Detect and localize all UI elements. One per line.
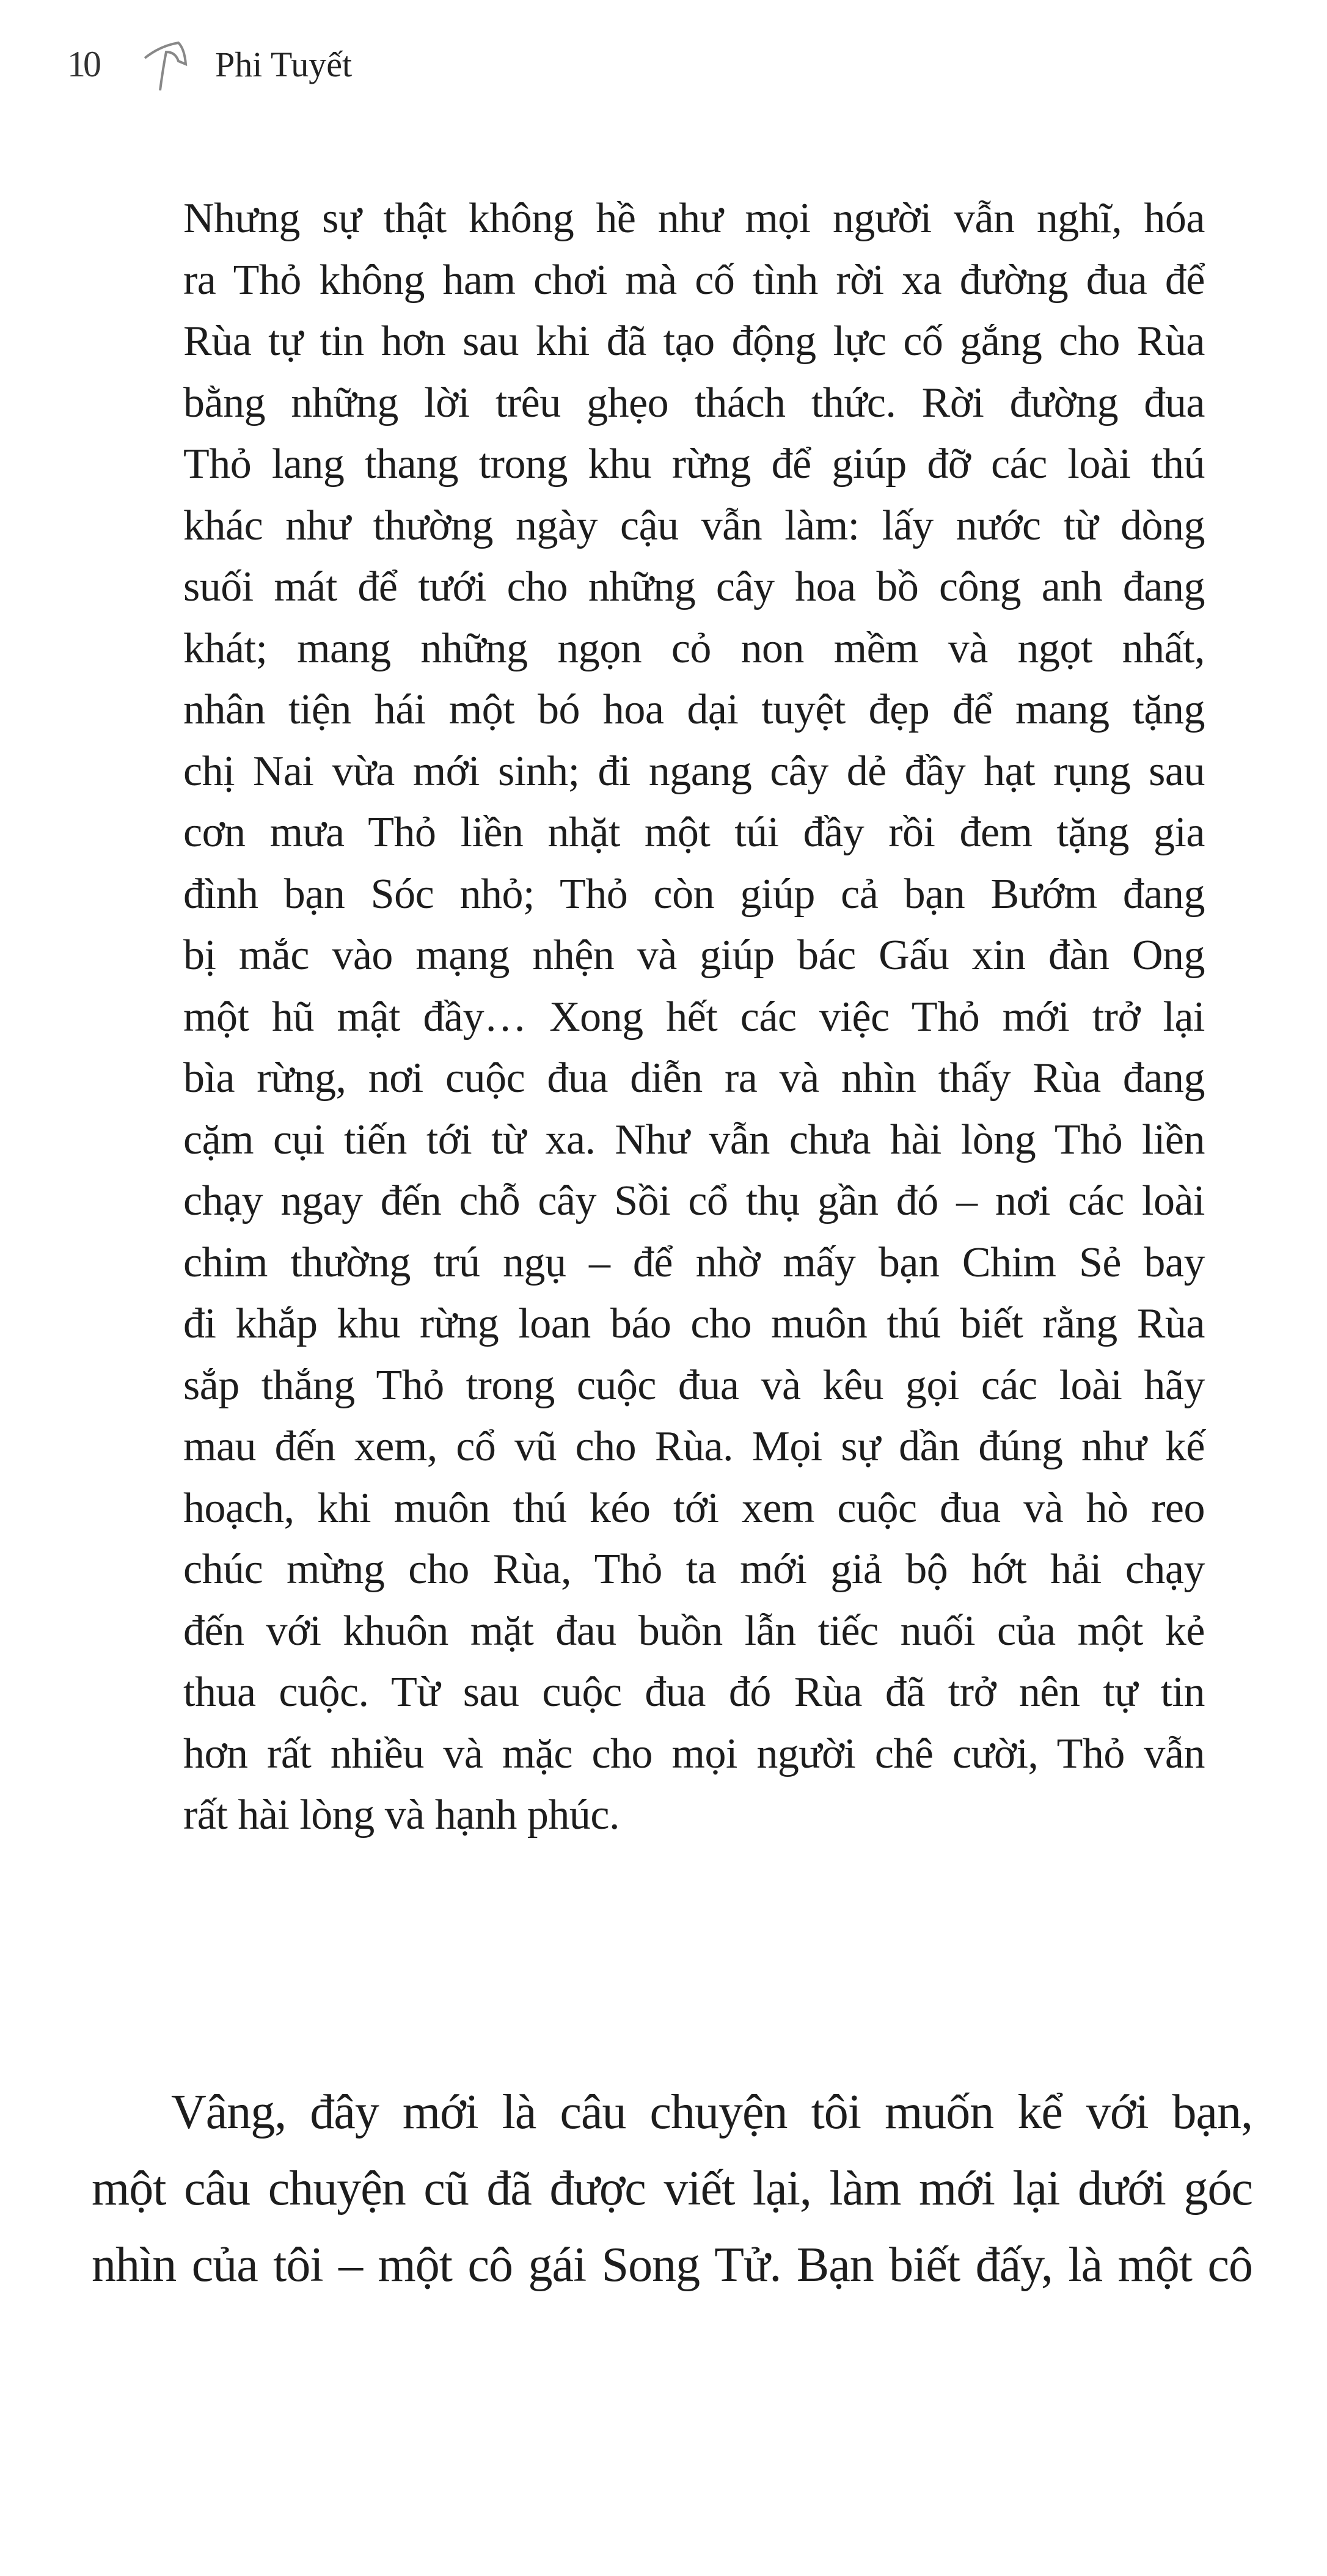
text-line: rất hài lòng và hạnh phúc. (183, 1791, 620, 1839)
text-line: khát; mang những ngọn cỏ non mềm và ngọt nhất, (183, 624, 1205, 672)
text-line: một câu chuyện cũ đã được viết lại, làm mới lại dưới góc (92, 2162, 1252, 2216)
page-header (67, 37, 352, 92)
text-line: hoạch, khi muôn thú kéo tới xem cuộc đua và hò reo (183, 1484, 1205, 1532)
text-line: sắp thắng Thỏ trong cuộc đua và kêu gọi các loài hãy (183, 1361, 1205, 1409)
text-line: thua cuộc. Từ sau cuộc đua đó Rùa đã trở nên tự tin (183, 1669, 1205, 1716)
text-line: chim thường trú ngụ – để nhờ mấy bạn Chim Sẻ bay (183, 1239, 1205, 1286)
text-line: bìa rừng, nơi cuộc đua diễn ra và nhìn thấy Rùa đang (183, 1055, 1205, 1102)
text-line: Vâng, đây mới là câu chuyện tôi muốn kể với bạn, (171, 2085, 1252, 2139)
text-line: nhân tiện hái một bó hoa dại tuyệt đẹp để mang tặng (183, 686, 1205, 733)
text-line: bị mắc vào mạng nhện và giúp bác Gấu xin đàn Ong (183, 932, 1205, 979)
text-line: đến với khuôn mặt đau buồn lẫn tiếc nuối của một kẻ (183, 1607, 1205, 1655)
text-line: chạy ngay đến chỗ cây Sồi cổ thụ gần đó – nơi các loài (183, 1177, 1205, 1224)
text-line: cơn mưa Thỏ liền nhặt một túi đầy rồi đem tặng gia (183, 809, 1205, 856)
text-line: hơn rất nhiều và mặc cho mọi người chê cười, Thỏ vẫn (183, 1730, 1205, 1777)
text-line: chúc mừng cho Rùa, Thỏ ta mới giả bộ hớt hải chạy (183, 1546, 1205, 1593)
text-line: đi khắp khu rừng loan báo cho muôn thú biết rằng Rùa (183, 1300, 1205, 1347)
text-line: Nhưng sự thật không hề như mọi người vẫn nghĩ, hóa (183, 195, 1205, 242)
text-line: suối mát để tưới cho những cây hoa bồ công anh đang (183, 563, 1205, 610)
paragraph-story (183, 188, 1205, 1846)
text-line: bằng những lời trêu ghẹo thách thức. Rời đường đua (183, 379, 1205, 426)
page-number: 10 (67, 43, 99, 84)
running-title: Phi Tuyết (215, 44, 353, 84)
text-line: nhìn của tôi – một cô gái Song Tử. Bạn biết đấy, là một cô (92, 2238, 1252, 2292)
paragraph-closing (92, 2074, 1252, 2303)
text-line: Rùa tự tin hơn sau khi đã tạo động lực cố gắng cho Rùa (183, 318, 1205, 365)
text-line: cặm cụi tiến tới từ xa. Như vẫn chưa hài lòng Thỏ liền (183, 1116, 1205, 1163)
text-line: một hũ mật đầy… Xong hết các việc Thỏ mới trở lại (183, 993, 1205, 1041)
quill-ornament-icon (142, 37, 191, 92)
text-line: đình bạn Sóc nhỏ; Thỏ còn giúp cả bạn Bướm đang (183, 870, 1205, 918)
text-line: mau đến xem, cổ vũ cho Rùa. Mọi sự dần đúng như kế (183, 1423, 1205, 1470)
text-line: ra Thỏ không ham chơi mà cố tình rời xa đường đua để (183, 256, 1205, 304)
text-line: chị Nai vừa mới sinh; đi ngang cây dẻ đầy hạt rụng sau (183, 747, 1205, 795)
text-line: khác như thường ngày cậu vẫn làm: lấy nước từ dòng (183, 502, 1205, 549)
text-line: Thỏ lang thang trong khu rừng để giúp đỡ các loài thú (183, 441, 1205, 488)
